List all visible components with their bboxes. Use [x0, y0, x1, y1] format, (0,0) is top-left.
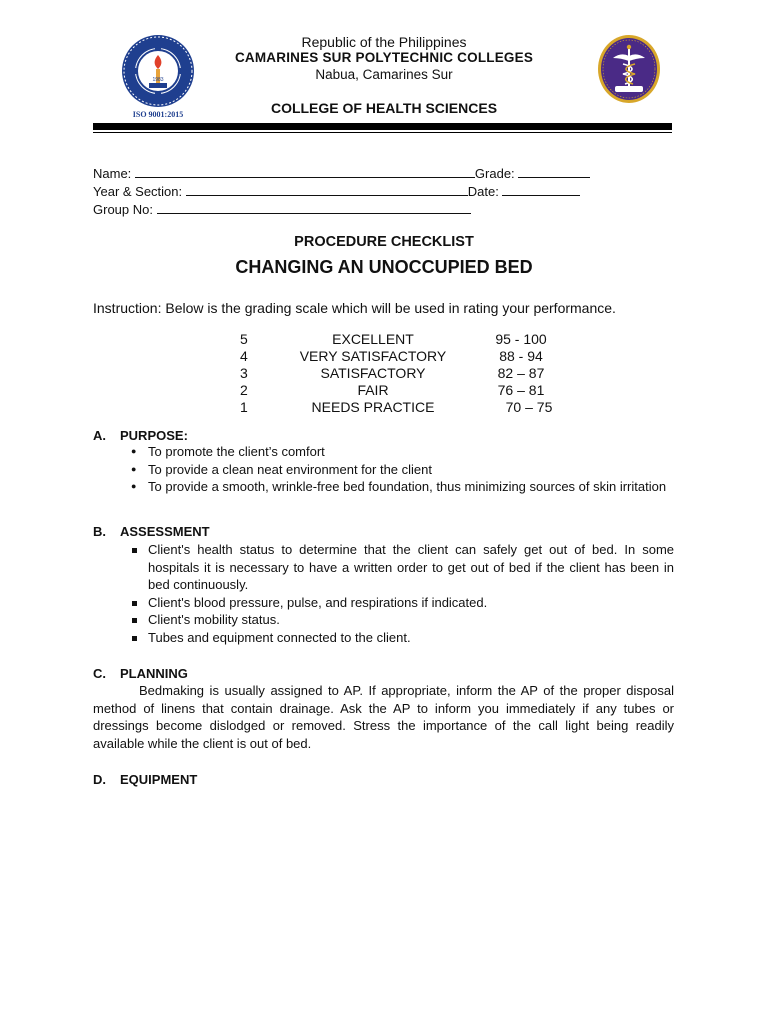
procedure-name-title: CHANGING AN UNOCCUPIED BED — [235, 257, 533, 277]
section-letter: D. — [93, 772, 106, 787]
section-letter: C. — [93, 666, 106, 681]
section-heading-planning — [93, 666, 188, 681]
assessment-list — [130, 541, 674, 646]
header-town: Nabua, Camarines Sur — [315, 67, 453, 82]
list-item: ● To provide a smooth, wrinkle-free bed foundation, thus minimizing sources of skin irritation — [130, 478, 674, 496]
header-divider-thick — [93, 123, 672, 130]
header-republic: Republic of the Philippines — [301, 34, 467, 50]
section-letter: A. — [93, 428, 106, 443]
scale-range: 82 – 87 — [497, 365, 545, 381]
scale-description: FAIR — [357, 382, 389, 398]
procedure-checklist-title: PROCEDURE CHECKLIST — [294, 234, 474, 250]
section-title: ASSESSMENT — [120, 524, 210, 539]
list-item: Tubes and equipment connected to the client. — [130, 629, 674, 647]
scale-description: VERY SATISFACTORY — [299, 348, 447, 364]
group-row — [93, 202, 471, 217]
scale-row — [0, 382, 768, 399]
scale-score: 5 — [240, 331, 248, 347]
section-title: EQUIPMENT — [120, 772, 198, 787]
year-section-label: Year & Section: — [93, 184, 183, 199]
list-item: Client's health status to determine that the client can safely get out of bed. In some hospitals it is necessary to have a written order to get out of bed if the client has been in bed continuously. — [130, 541, 674, 594]
scale-range: 95 - 100 — [495, 331, 547, 347]
name-field[interactable] — [135, 166, 475, 178]
date-label: Date: — [467, 184, 499, 199]
scale-score: 4 — [240, 348, 248, 364]
scale-row — [0, 331, 768, 348]
scale-description: SATISFACTORY — [320, 365, 426, 381]
list-item: Client's blood pressure, pulse, and respirations if indicated. — [130, 594, 674, 612]
scale-range: 88 - 94 — [499, 348, 543, 364]
section-date-row — [93, 184, 580, 199]
scale-range: 76 – 81 — [497, 382, 545, 398]
section-letter: B. — [93, 524, 106, 539]
list-item: ● To promote the client’s comfort — [130, 443, 674, 461]
header-college-name: CAMARINES SUR POLYTECHNIC COLLEGES — [234, 50, 534, 65]
scale-score: 1 — [240, 399, 248, 415]
group-label: Group No: — [93, 202, 153, 217]
scale-row — [0, 399, 768, 416]
seal-year-text: 1983 — [152, 77, 164, 83]
grade-label: Grade: — [474, 166, 515, 181]
section-heading-purpose — [93, 428, 188, 443]
date-field[interactable] — [502, 184, 580, 196]
name-label: Name: — [93, 166, 132, 181]
section-title: PLANNING — [120, 666, 188, 681]
list-item: Client's mobility status. — [130, 611, 674, 629]
scale-score: 2 — [240, 382, 248, 398]
scale-range: 70 – 75 — [505, 399, 553, 415]
scale-row — [0, 348, 768, 365]
header-department: COLLEGE OF HEALTH SCIENCES — [270, 100, 498, 116]
purpose-list — [130, 443, 674, 496]
group-field[interactable] — [157, 202, 471, 214]
scale-description: EXCELLENT — [332, 331, 414, 347]
scale-description: NEEDS PRACTICE — [311, 399, 435, 415]
section-heading-assessment — [93, 524, 210, 539]
section-title: PURPOSE: — [120, 428, 188, 443]
year-section-field[interactable] — [186, 184, 468, 196]
grade-field[interactable] — [518, 166, 590, 178]
instruction-text: Instruction: Below is the grading scale which will be used in rating your performance. — [93, 300, 616, 316]
planning-paragraph: Bedmaking is usually assigned to AP. If appropriate, inform the AP of the proper disposal method of linens that contain drainage. Ask the AP to inform you immediately if any tubes or dressings become dislodged or removed. Stress the importance of the call light being readily available while the client is out of bed. — [93, 683, 674, 751]
header-divider-thin — [93, 132, 672, 133]
iso-label: ISO 9001:2015 — [132, 110, 184, 119]
name-grade-row — [93, 166, 590, 181]
section-heading-equipment — [93, 772, 197, 787]
scale-row — [0, 365, 768, 382]
list-item: ● To provide a clean neat environment for the client — [130, 461, 674, 479]
scale-score: 3 — [240, 365, 248, 381]
